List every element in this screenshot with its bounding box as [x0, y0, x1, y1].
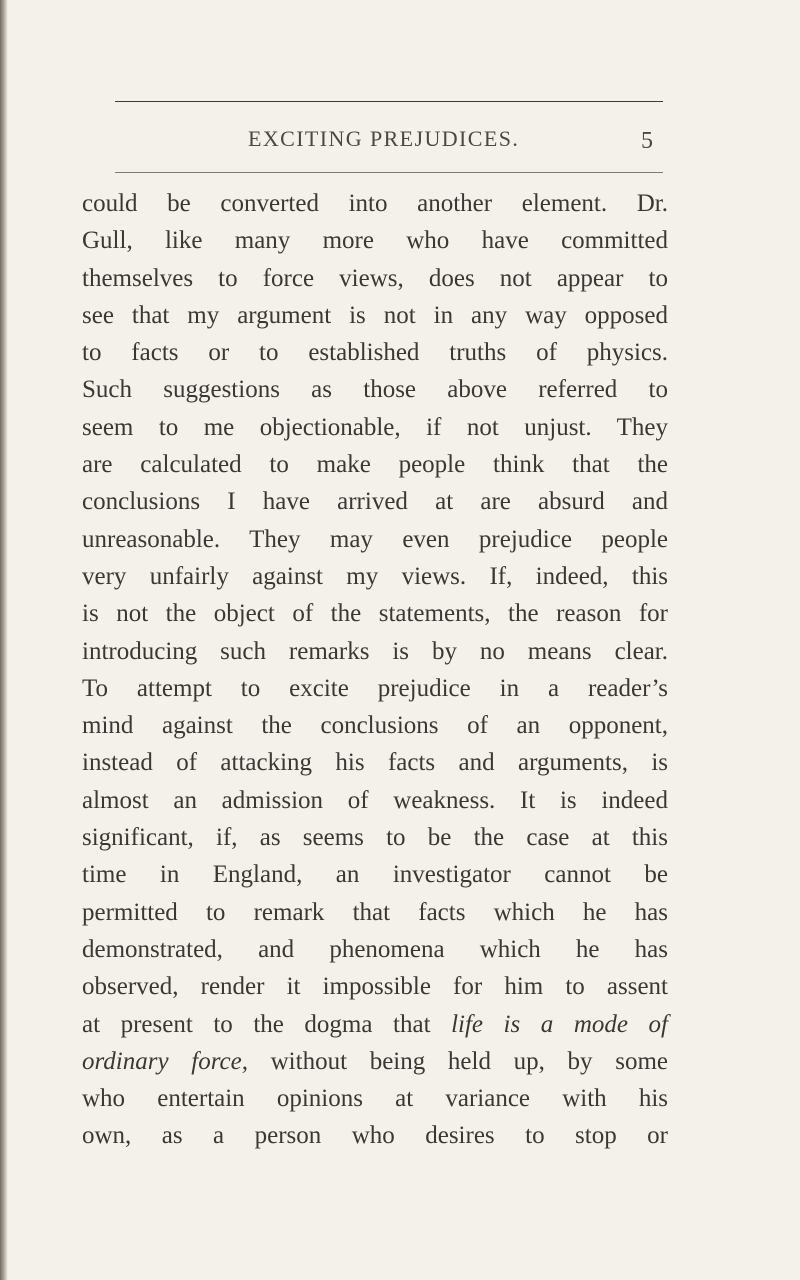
- text-line: to facts or to established truths of physics.: [82, 339, 668, 367]
- text-line: To attempt to excite prejudice in a reader’s: [82, 674, 668, 702]
- text-line: Gull, like many more who have committed: [82, 227, 668, 255]
- emphasis-text: ordinary force,: [82, 1047, 248, 1075]
- text-line: are calculated to make people think that the: [82, 451, 668, 479]
- text-line: themselves to force views, does not appear to: [82, 264, 668, 292]
- text-line: seem to me objectionable, if not unjust. They: [82, 413, 668, 441]
- text-line-with-emphasis: [82, 1006, 668, 1043]
- text-line: could be converted into another element. Dr.: [82, 190, 668, 217]
- text-line: who entertain opinions at variance with his: [82, 1085, 668, 1113]
- text-line: Such suggestions as those above referred to: [82, 376, 668, 404]
- text-line: conclusions I have arrived at are absurd and: [82, 488, 668, 516]
- text-line: mind against the conclusions of an opponent,: [82, 712, 668, 740]
- text-line: see that my argument is not in any way opposed: [82, 301, 668, 329]
- text-line-with-emphasis: [82, 1043, 668, 1080]
- page-edge-shadow: [0, 0, 8, 1280]
- text-line: demonstrated, and phenomena which he has: [82, 935, 668, 963]
- page-number: 5: [641, 128, 653, 154]
- header-rule-top: [115, 101, 663, 102]
- text-line: observed, render it impossible for him to assent: [82, 973, 668, 1001]
- text-segment: without being held up, by some: [247, 1047, 669, 1075]
- text-line: almost an admission of weakness. It is indeed: [82, 786, 668, 814]
- text-line: time in England, an investigator cannot be: [82, 861, 668, 889]
- running-head: EXCITING PREJUDICES.: [248, 126, 520, 151]
- text-line: introducing such remarks is by no means clear.: [82, 637, 668, 665]
- header-rule-bottom: [115, 172, 663, 173]
- emphasis-text: life is a mode of: [451, 1010, 668, 1038]
- text-line: is not the object of the statements, the reason for: [82, 600, 668, 628]
- text-line: own, as a person who desires to stop or: [82, 1122, 668, 1150]
- text-line: instead of attacking his facts and arguments, is: [82, 749, 668, 777]
- text-line: very unfairly against my views. If, indeed, this: [82, 562, 668, 590]
- text-line: permitted to remark that facts which he has: [82, 898, 668, 926]
- text-segment: at present to the dogma that: [82, 1010, 452, 1038]
- text-line: significant, if, as seems to be the case at this: [82, 824, 668, 852]
- body-text: [82, 185, 668, 1155]
- text-line: unreasonable. They may even prejudice people: [82, 525, 668, 553]
